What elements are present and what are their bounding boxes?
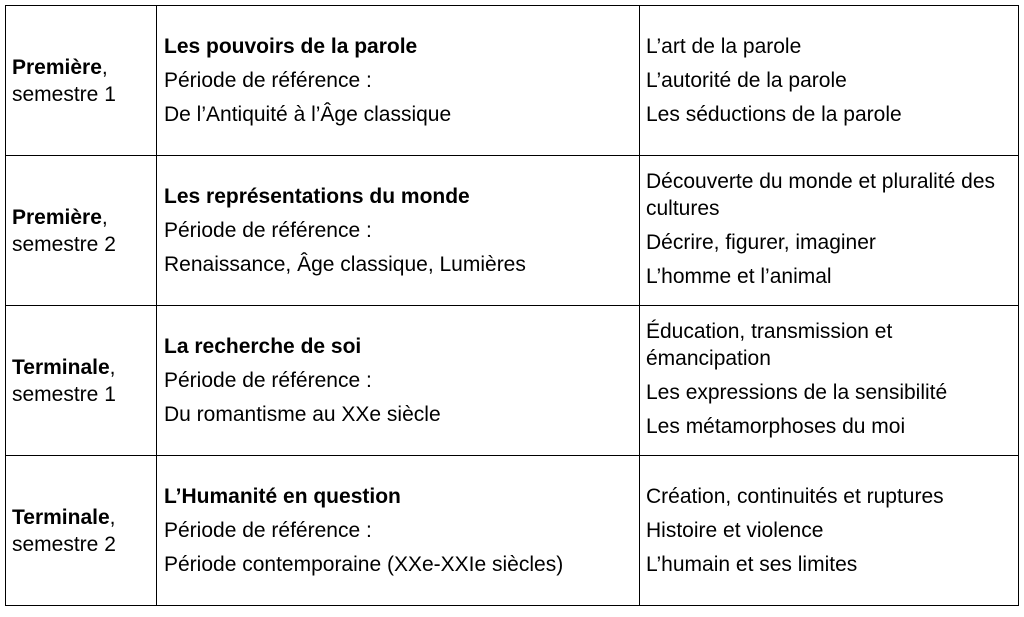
topic-item: Découverte du monde et pluralité des cultures <box>646 169 996 220</box>
level-name: Première <box>12 205 102 229</box>
topic-item: Éducation, transmission et émancipation <box>646 319 893 370</box>
table-row <box>6 156 1019 306</box>
semester-label: semestre 1 <box>12 382 116 406</box>
topic-item: Les métamorphoses du moi <box>646 414 906 438</box>
theme-title: Les représentations du monde <box>164 184 470 208</box>
level-cell: Terminale, semestre 2 <box>6 456 157 606</box>
period-label: Période de référence : <box>164 518 372 542</box>
period-label: Période de référence : <box>164 68 372 92</box>
period-value: Du romantisme au XXe siècle <box>164 402 441 426</box>
level-name: Première <box>12 55 102 79</box>
period-value: Période contemporaine (XXe-XXIe siècles) <box>164 552 564 576</box>
topics-cell <box>640 156 1019 306</box>
curriculum-table <box>5 5 1019 606</box>
period-value: De l’Antiquité à l’Âge classique <box>164 102 452 126</box>
theme-cell <box>157 306 640 456</box>
topic-item: L’homme et l’animal <box>646 264 832 288</box>
table-row <box>6 306 1019 456</box>
period-value: Renaissance, Âge classique, Lumières <box>164 252 526 276</box>
level-name: Terminale <box>12 505 110 529</box>
topic-item: Décrire, figurer, imaginer <box>646 230 876 254</box>
topic-item: Histoire et violence <box>646 518 824 542</box>
topics-cell <box>640 6 1019 156</box>
theme-cell <box>157 156 640 306</box>
semester-label: semestre 2 <box>12 232 116 256</box>
topic-item: L’autorité de la parole <box>646 68 847 92</box>
theme-cell <box>157 6 640 156</box>
level-name: Terminale <box>12 355 110 379</box>
semester-label: semestre 2 <box>12 532 116 556</box>
topic-item: L’humain et ses limites <box>646 552 858 576</box>
topic-item: L’art de la parole <box>646 34 802 58</box>
topic-item: Les expressions de la sensibilité <box>646 380 948 404</box>
table-row <box>6 456 1019 606</box>
level-cell: Première, semestre 2 <box>6 156 157 306</box>
theme-title: Les pouvoirs de la parole <box>164 34 418 58</box>
table-row <box>6 6 1019 156</box>
theme-cell <box>157 456 640 606</box>
level-cell: Première, semestre 1 <box>6 6 157 156</box>
topic-item: Création, continuités et ruptures <box>646 484 944 508</box>
topics-cell <box>640 306 1019 456</box>
theme-title: La recherche de soi <box>164 334 362 358</box>
theme-title: L’Humanité en question <box>164 484 401 508</box>
semester-label: semestre 1 <box>12 82 116 106</box>
period-label: Période de référence : <box>164 218 372 242</box>
level-cell: Terminale, semestre 1 <box>6 306 157 456</box>
topic-item: Les séductions de la parole <box>646 102 902 126</box>
period-label: Période de référence : <box>164 368 372 392</box>
topics-cell <box>640 456 1019 606</box>
